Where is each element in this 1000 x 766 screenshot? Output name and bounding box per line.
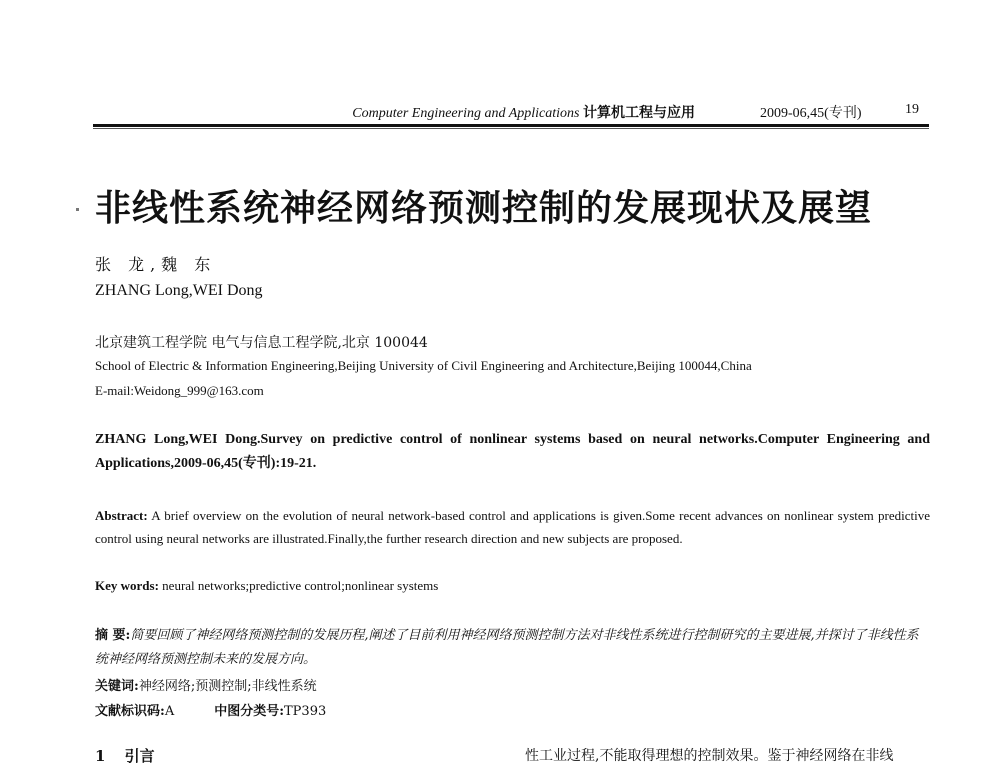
clc-label: 中图分类号: <box>214 704 285 719</box>
classification-line <box>95 700 326 719</box>
authors-en: ZHANG Long,WEI Dong <box>95 282 263 299</box>
authors-cn: 张 龙,魏 东 <box>95 255 217 274</box>
page-number: 19 <box>905 102 919 117</box>
keywords-cn <box>95 675 317 694</box>
section-title: 引言 <box>124 747 155 765</box>
clc-value: TP393 <box>284 704 327 719</box>
affiliation-en: School of Electric & Information Engineering,Beijing University of Civil Engineering and Architecture,Beijing 100044,China <box>95 358 752 373</box>
section-number: 1 <box>95 747 106 765</box>
keywords-label: Key words: <box>95 578 159 593</box>
scan-speck <box>76 208 79 211</box>
journal-name-en: Computer Engineering and Applications <box>352 106 580 121</box>
citation: ZHANG Long,WEI Dong.Survey on predictive control of nonlinear systems based on neural networks.Computer Engineering and Applications,2009-06,45(专刊):19-21. <box>95 432 930 471</box>
running-header-date: 2009-06,45(专刊) <box>760 106 862 121</box>
keywords-text: neural networks;predictive control;nonlinear systems <box>162 578 439 593</box>
body-text-start: 性工业过程,不能取得理想的控制效果。鉴于神经网络在非线 <box>525 748 894 764</box>
section-heading <box>95 745 155 766</box>
header-rule <box>93 124 929 127</box>
affiliation-cn: 北京建筑工程学院 电气与信息工程学院,北京 100044 <box>95 335 428 351</box>
journal-name-cn: 计算机工程与应用 <box>583 105 695 121</box>
abstract-cn <box>95 624 930 672</box>
header-rule-thin <box>93 128 929 129</box>
abstract-cn-text: 简要回顾了神经网络预测控制的发展历程,阐述了目前利用神经网络预测控制方法对非线性系统进行控制研究的主要进展,并探讨了非线性系统神经网络预测控制未来的发展方向。 <box>95 628 919 667</box>
keywords-en <box>95 578 438 594</box>
author-email: E-mail:Weidong_999@163.com <box>95 383 264 398</box>
running-header-journal <box>300 102 695 122</box>
paper-title: 非线性系统神经网络预测控制的发展现状及展望 <box>95 187 873 229</box>
keywords-cn-label: 关键词: <box>95 679 139 694</box>
doc-code-value: A <box>164 704 175 719</box>
abstract-en <box>95 504 930 550</box>
abstract-label: Abstract: <box>95 508 148 523</box>
abstract-text: A brief overview on the evolution of neural network-based control and applications is given.Some recent advances on nonlinear system predictive control using neural networks are illustrated.Finally,the further research direction and new subjects are proposed. <box>95 508 930 546</box>
keywords-cn-text: 神经网络;预测控制;非线性系统 <box>138 679 317 694</box>
abstract-cn-label: 摘 要: <box>95 628 131 643</box>
doc-code-label: 文献标识码: <box>95 704 165 719</box>
